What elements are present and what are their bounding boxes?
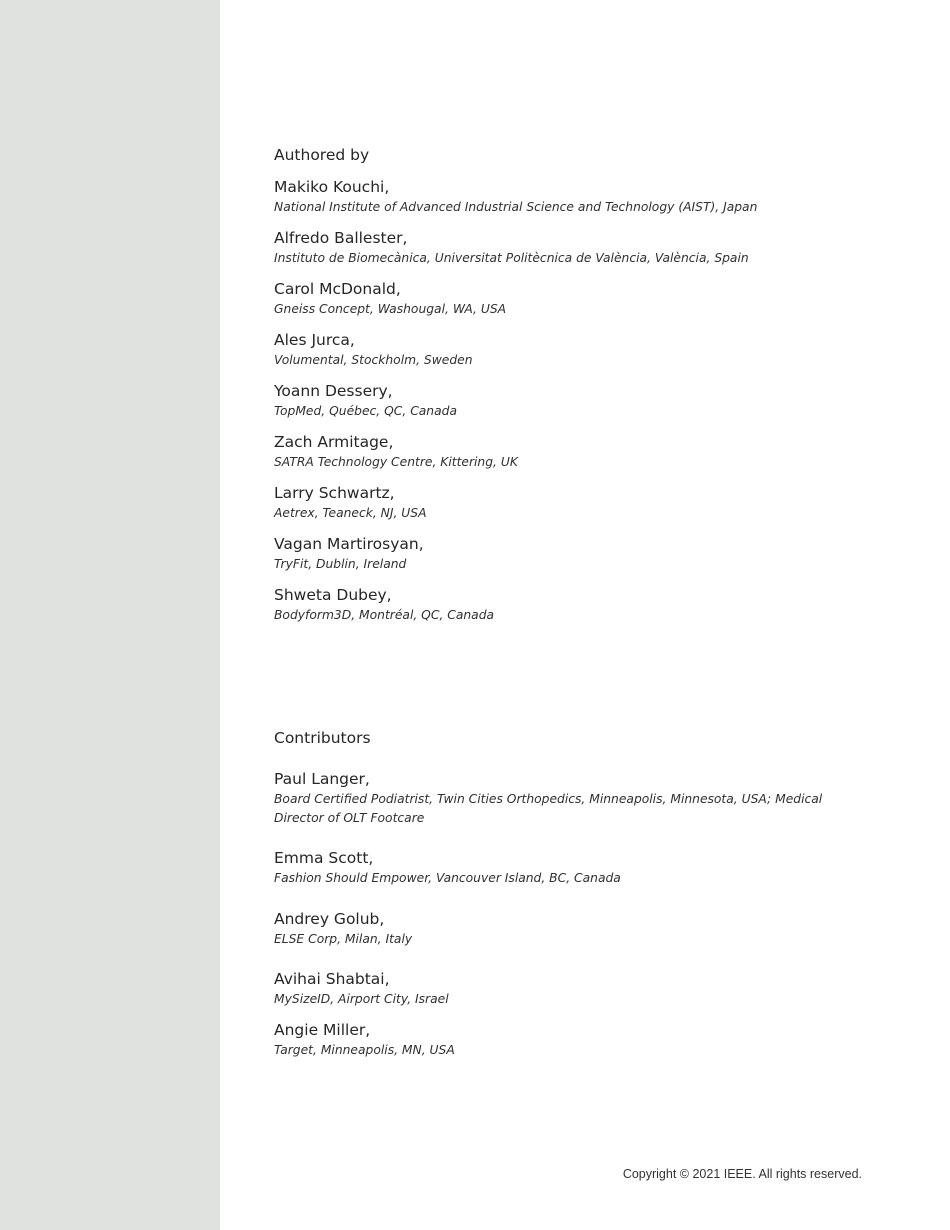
- author-affiliation: Instituto de Biomecànica, Universitat Politècnica de València, València, Spain: [274, 251, 749, 265]
- author-entry: [274, 279, 874, 319]
- author-name: Yoann Dessery,: [274, 382, 393, 400]
- author-affiliation: Volumental, Stockholm, Sweden: [274, 353, 473, 367]
- author-entry: [274, 330, 874, 370]
- author-entry: [274, 534, 874, 574]
- author-affiliation: TopMed, Québec, QC, Canada: [274, 404, 457, 418]
- author-entry: [274, 432, 874, 472]
- author-affiliation: Gneiss Concept, Washougal, WA, USA: [274, 302, 507, 316]
- author-name: Shweta Dubey,: [274, 586, 392, 604]
- contributor-entry: [274, 1020, 874, 1060]
- copyright-notice: Copyright © 2021 IEEE. All rights reserved.: [622, 1167, 862, 1181]
- author-name: Vagan Martirosyan,: [274, 535, 424, 553]
- contributor-entry: [274, 909, 874, 949]
- contributor-name: Angie Miller,: [274, 1021, 371, 1039]
- author-name: Carol McDonald,: [274, 280, 401, 298]
- contributor-entry: [274, 769, 874, 828]
- contributor-name: Emma Scott,: [274, 849, 374, 867]
- contributor-affiliation: ELSE Corp, Milan, Italy: [274, 932, 413, 946]
- author-name: Makiko Kouchi,: [274, 178, 390, 196]
- author-name: Ales Jurca,: [274, 331, 355, 349]
- author-entry: [274, 381, 874, 421]
- author-affiliation: Aetrex, Teaneck, NJ, USA: [274, 506, 427, 520]
- contributor-name: Paul Langer,: [274, 770, 370, 788]
- author-entry: [274, 585, 874, 625]
- contributors-heading: Contributors: [274, 729, 371, 747]
- contributor-entry: [274, 969, 874, 1009]
- author-name: Zach Armitage,: [274, 433, 394, 451]
- contributor-affiliation: Board Certified Podiatrist, Twin Cities Orthopedics, Minneapolis, Minnesota, USA; Medical Director of OLT Footcare: [274, 792, 823, 825]
- contributor-affiliation: MySizeID, Airport City, Israel: [274, 992, 449, 1006]
- author-affiliation: Bodyform3D, Montréal, QC, Canada: [274, 608, 495, 622]
- contributor-name: Andrey Golub,: [274, 910, 385, 928]
- author-affiliation: SATRA Technology Centre, Kittering, UK: [274, 455, 518, 469]
- sidebar-panel: [0, 0, 220, 1230]
- contributor-affiliation: Fashion Should Empower, Vancouver Island, BC, Canada: [274, 871, 621, 885]
- contributor-affiliation: Target, Minneapolis, MN, USA: [274, 1043, 455, 1057]
- author-affiliation: National Institute of Advanced Industrial Science and Technology (AIST), Japan: [274, 200, 758, 214]
- contributor-entry: [274, 848, 874, 888]
- author-affiliation: TryFit, Dublin, Ireland: [274, 557, 407, 571]
- author-name: Alfredo Ballester,: [274, 229, 408, 247]
- author-name: Larry Schwartz,: [274, 484, 395, 502]
- author-entry: [274, 228, 874, 268]
- contributor-name: Avihai Shabtai,: [274, 970, 390, 988]
- author-entry: [274, 483, 874, 523]
- authored-by-heading: Authored by: [274, 146, 370, 164]
- author-entry: [274, 177, 874, 217]
